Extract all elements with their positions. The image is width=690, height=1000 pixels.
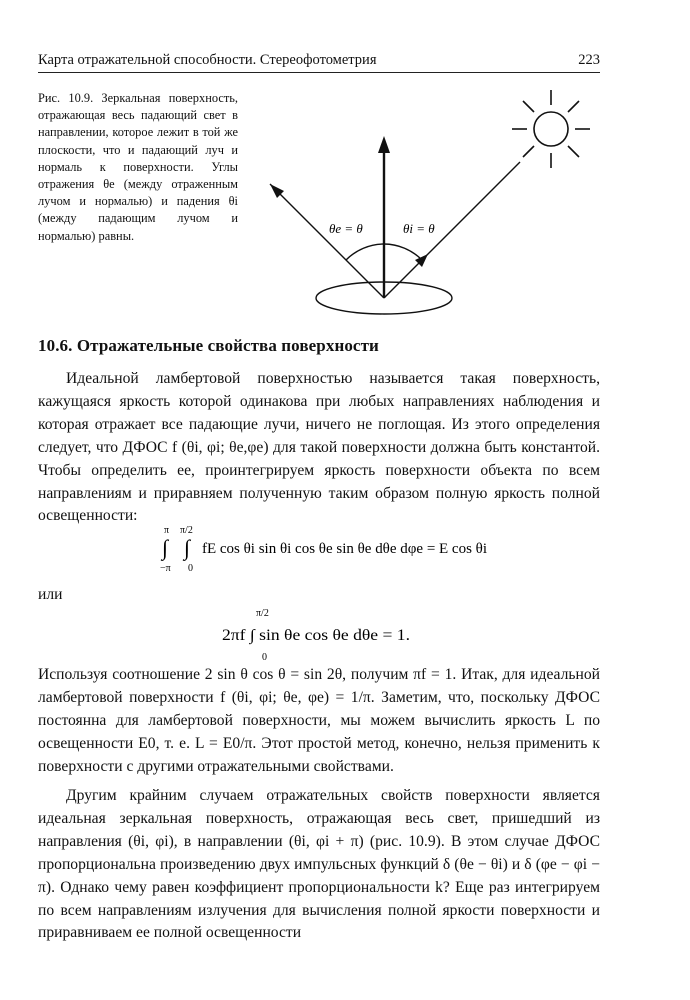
paragraph-text: Используя соотношение 2 sin θ cos θ = sin 2θ, получим πf = 1. Итак, для идеальной ламбертовой поверхности f (θi, φi; θe, φe) = 1/π. Заметим, что, поскольку ДФОС постоянна для ламбертовой поверхности, мы можем вычислить яркость L по освещенности E0, т. е. L = E0/π. Этот простой метод, конечно, нельзя применить к поверхности с другими отражательными свойствами. [38, 666, 600, 775]
outer-limit-upper: π [164, 525, 170, 536]
integrand: fE cos θi sin θi cos θe sin θe dθe dφe = E cos θi [202, 541, 487, 557]
running-header [38, 52, 600, 72]
paragraph-text: Идеальной ламбертовой поверхностью называется такая поверхность, кажущаяся яркость которой одинакова при любых направлениях наблюдения и которая отражает все падающие лучи, ничего не поглощая. Из этого определения следует, что ДФОС f (θi, φi; θe,φe) для такой поверхности должна быть константой. Чтобы определить ее, проинтегрируем яркость поверхности объекта по всем направлениям и приравняем полученную таким образом полную яркость полной освещенности: [38, 370, 600, 525]
running-title: Карта отражательной способности. Стереофотометрия [38, 52, 377, 68]
reflection-angle-label: θe = θ [329, 221, 363, 236]
page-number: 223 [578, 52, 600, 68]
connector-word: или [38, 586, 63, 603]
inner-limit-upper: π/2 [180, 525, 193, 536]
outer-integral-sign: ∫ [162, 535, 169, 560]
normal-arrowhead [378, 136, 390, 153]
paragraph-lambertian-result [38, 664, 600, 779]
angle-arc-incidence [384, 244, 422, 260]
sun-icon [512, 90, 590, 168]
equation-double-integral [160, 525, 490, 575]
section-heading: 10.6. Отражательные свойства поверхности [38, 336, 379, 355]
inner-integral-sign: ∫ [184, 535, 191, 560]
limit-lower: 0 [262, 652, 267, 662]
equation-single-integral [218, 606, 418, 662]
outer-limit-lower: −π [160, 563, 171, 574]
reflected-ray [270, 184, 384, 298]
paragraph-specular [38, 785, 600, 945]
inner-limit-lower: 0 [188, 563, 193, 574]
paragraph-lambertian [38, 368, 600, 528]
header-rule [38, 72, 600, 73]
figure-caption: Рис. 10.9. Зеркальная поверхность, отражающая весь падающий свет в направлении, которое лежит в той же плоскости, что и падающий луч и нормаль к поверхности. Углы отражения θe (между отраженным лучом и нормалью) и падения θi (между падающим лучом и нормалью) равны. [38, 91, 238, 243]
angle-arc-reflection [346, 244, 384, 260]
specular-reflection-diagram [258, 90, 603, 330]
equation-expression: 2πf ∫ sin θe cos θe dθe = 1. [222, 627, 410, 644]
paragraph-text: Другим крайним случаем отражательных свойств поверхности является идеальная зеркальная поверхность, отражающая весь свет, пришедший из направления (θi, φi), в направлении (θi, φi + π) (рис. 10.9). В этом случае ДФОС пропорциональна произведению двух импульсных функций δ (θe − θi) и δ (φe − φi − π). Однако чему равен коэффициент пропорциональности k? Еще раз интегрируем по всем направлениям излучения для вычисления полной яркости поверхности и приравниваем ее полной освещенности [38, 787, 600, 942]
limit-upper: π/2 [256, 608, 269, 619]
incidence-angle-label: θi = θ [403, 221, 435, 236]
